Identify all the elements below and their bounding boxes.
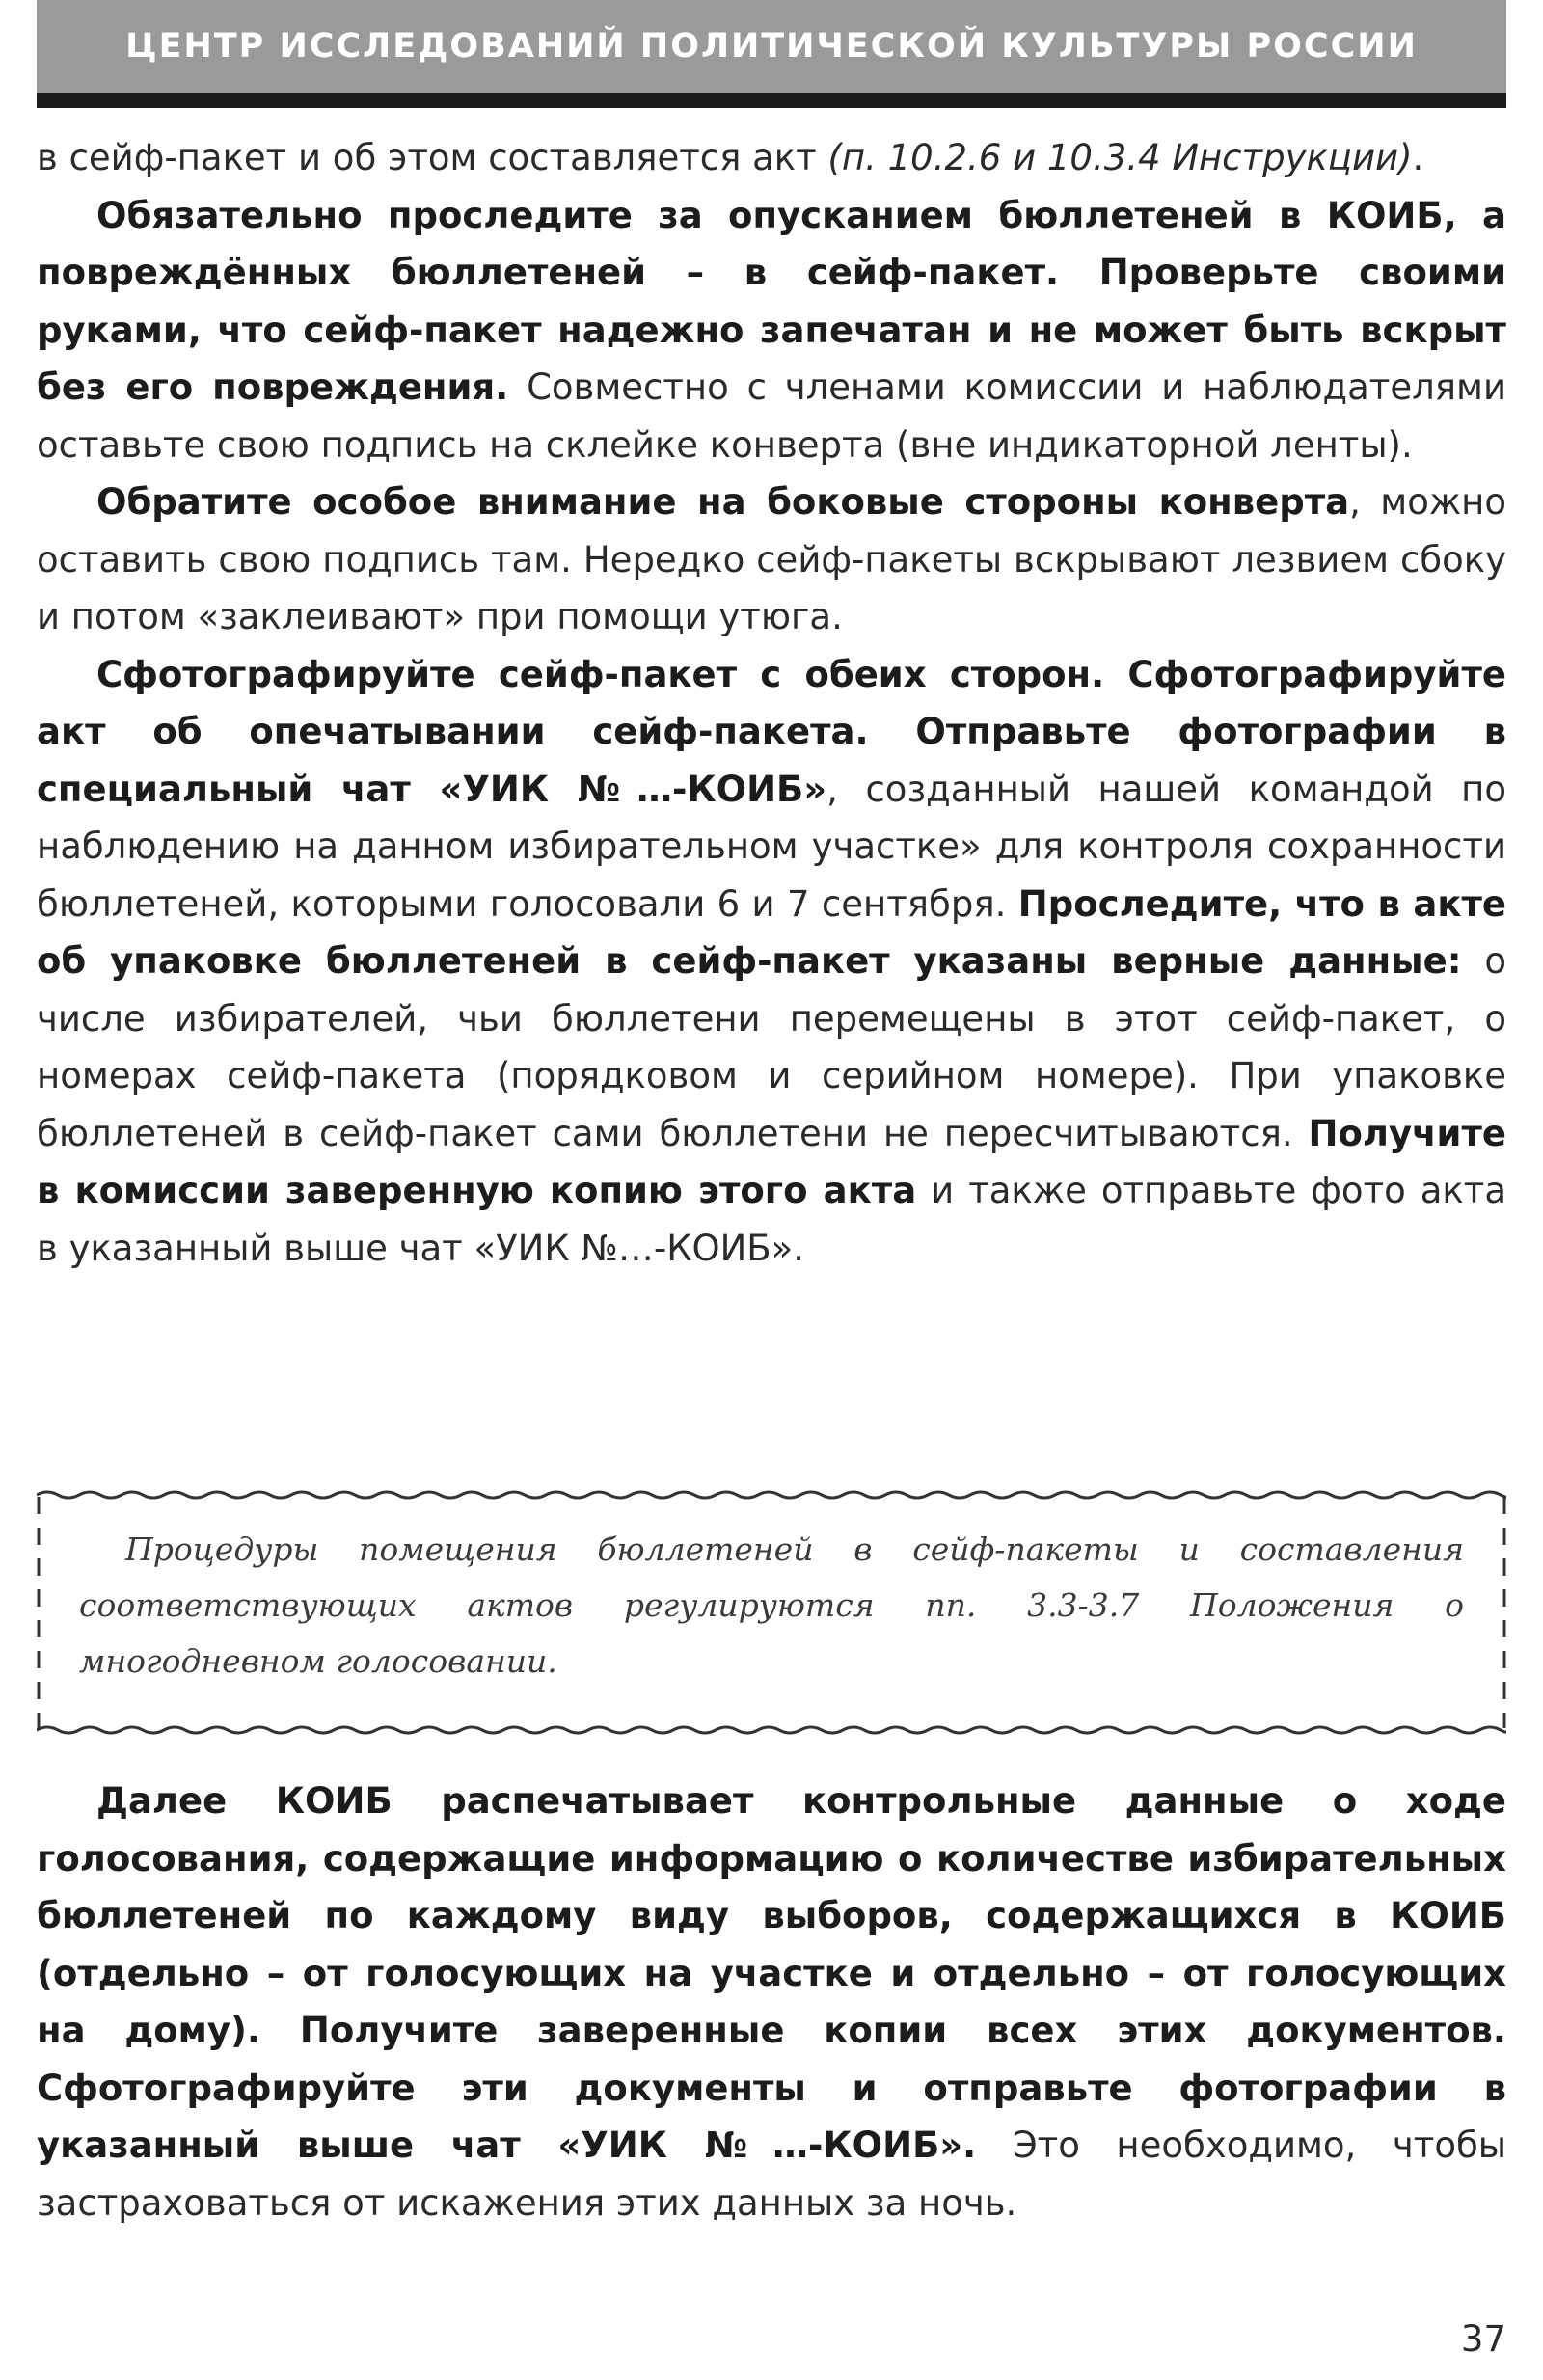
paragraph-1-text: в сейф-пакет и об этом составляется акт [37, 137, 828, 178]
paragraph-2-bold: Обязательно проследите за опусканием бюллетеней в КОИБ, а повреждённых бюллетеней – в сейф-пакет. Проверьте своими руками, что сейф-пакет надежно запечатан и не может быть вскрыт без его повреждения. [37, 194, 1506, 408]
header-title: ЦЕНТР ИССЛЕДОВАНИЙ ПОЛИТИЧЕСКОЙ КУЛЬТУРЫ РОССИИ [125, 27, 1418, 66]
note-text: Процедуры помещения бюллетеней в сейф-пакеты и составления соответствующих актов регулируются пп. 3.3-3.7 Положения о многодневном голосовании. [79, 1530, 1464, 1680]
running-header [37, 0, 1506, 93]
wavy-top-border [37, 1492, 1506, 1498]
paragraph-5 [37, 1772, 1506, 2231]
paragraph-4-text-2: о числе избирателей, чьи бюллетени перемещены в этот сейф-пакет, о номерах сейф-пакета (порядковом и серийном номере). При упаковке бюллетеней в сейф-пакет сами бюллетени не пересчитываются. [37, 940, 1506, 1154]
body-text-upper [37, 129, 1506, 1277]
header-rule [37, 93, 1506, 108]
paragraph-2-text: Совместно с членами комиссии и наблюдателями оставьте свою подпись на склейке конверта (вне индикаторной ленты). [37, 366, 1506, 466]
paragraph-3 [37, 473, 1506, 646]
paragraph-5-bold: Далее КОИБ распечатывает контрольные данные о ходе голосования, содержащие информацию о количестве избирательных бюллетеней по каждому виду выборов, содержащихся в КОИБ (отдельно – от голосующих на участке и отдельно – от голосующих на дому). Получите заверенные копии всех этих документов. Сфотографируйте эти документы и отправьте фотографии в указанный выше чат «УИК №…-КОИБ». [37, 1780, 1506, 2166]
wavy-bottom-border [37, 1727, 1506, 1733]
paragraph-4-text-3: и также отправьте фото акта в указанный выше чат «УИК №…-КОИБ». [37, 1170, 1506, 1269]
paragraph-5-text: Это необходимо, чтобы застраховаться от искажения этих данных за ночь. [37, 2124, 1506, 2224]
paragraph-4 [37, 646, 1506, 1278]
paragraph-3-text: , можно оставить свою подпись там. Нередко сейф-пакеты вскрывают лезвием сбоку и потом «заклеивают» при помощи утюга. [37, 481, 1506, 637]
page-number: 37 [1460, 2318, 1506, 2360]
note-box [37, 1485, 1506, 1740]
paragraph-1-end: . [1412, 137, 1424, 178]
paragraph-4-bold-2: Проследите, что в акте об упаковке бюллетеней в сейф-пакет указаны верные данные: [37, 882, 1506, 982]
paragraph-4-bold-3: Получите в комиссии заверенную копию этого акта [37, 1112, 1506, 1211]
paragraph-3-bold: Обратите особое внимание на боковые стороны конверта [96, 481, 1350, 523]
paragraph-1 [37, 129, 1506, 187]
paragraph-4-text-1: , созданный нашей командой по наблюдению на данном избирательном участке» для контроля сохранности бюллетеней, которыми голосовали 6 и 7 сентября. [37, 768, 1506, 925]
paragraph-4-bold-1: Сфотографируйте сейф-пакет с обеих сторон. Сфотографируйте акт об опечатывании сейф-пакета. Отправьте фотографии в специальный чат «УИК №…-КОИБ» [37, 653, 1506, 810]
body-text-lower [37, 1772, 1506, 2231]
paragraph-2 [37, 187, 1506, 474]
instruction-reference: (п. 10.2.6 и 10.3.4 Инструкции) [827, 137, 1413, 178]
